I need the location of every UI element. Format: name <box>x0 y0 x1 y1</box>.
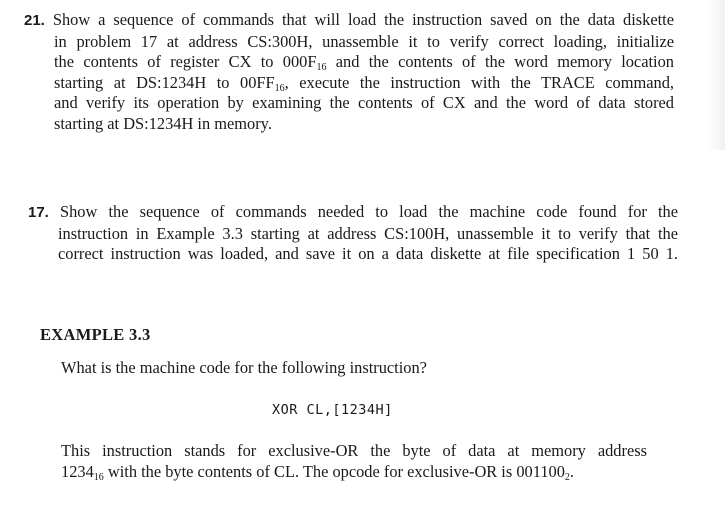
scan-edge-shading <box>707 0 725 150</box>
problem-17-line-1 <box>28 202 678 224</box>
subscript-16: 16 <box>93 471 104 483</box>
subscript-2: 2 <box>564 471 570 483</box>
example-para-2a: 1234 <box>61 461 94 481</box>
problem-21-line-5 <box>24 93 674 114</box>
problem-21-line-3 <box>24 52 674 73</box>
problem-21-text-6: starting at DS:1234H in memory. <box>54 113 272 133</box>
example-paragraph-line-2 <box>61 462 647 483</box>
problem-17-line-2 <box>28 224 678 245</box>
example-paragraph <box>61 441 647 482</box>
example-code: XOR CL,[1234H] <box>272 402 393 418</box>
example-para-2b: with the byte contents of CL. The opcode for exclusive-OR is 001100 <box>103 461 565 481</box>
problem-21-text-5: and verify its operation by examining the contents of CX and the word of data stored <box>54 93 674 112</box>
problem-21-line-2 <box>24 32 674 53</box>
problem-21-text-4b: , execute the instruction with the TRACE command, <box>284 72 674 92</box>
subscript-16: 16 <box>316 62 327 73</box>
example-3-3 <box>40 325 680 483</box>
problem-21 <box>24 10 674 134</box>
problem-21-line-1 <box>24 10 674 32</box>
problem-17-text-1: Show the sequence of commands needed to load the machine code found for the <box>60 202 678 221</box>
problem-21-text-4a: starting at DS:1234H to 00FF <box>54 72 275 92</box>
example-heading: EXAMPLE 3.3 <box>40 325 151 344</box>
problem-17-line-3 <box>28 244 678 265</box>
problem-17 <box>28 202 678 265</box>
problem-21-line-4 <box>24 73 674 94</box>
problem-21-text-3a: the contents of register CX to 000F <box>54 52 317 71</box>
example-question: What is the machine code for the following instruction? <box>61 358 427 377</box>
problem-21-line-6 <box>24 114 674 135</box>
problem-17-text-3: correct instruction was loaded, and save it on a data diskette at file specification 1 50 1. <box>58 244 678 263</box>
problem-17-text-2: instruction in Example 3.3 starting at address CS:100H, unassemble it to verify that the <box>58 223 678 243</box>
problem-21-text-3b: and the contents of the word memory location <box>326 52 674 71</box>
subscript-16: 16 <box>274 82 285 94</box>
problem-21-text-2: in problem 17 at address CS:300H, unassemble it to verify correct loading, initialize <box>54 31 674 51</box>
example-para-2c: . <box>569 461 575 481</box>
example-paragraph-line-1: This instruction stands for exclusive-OR the byte of data at memory address <box>61 441 647 460</box>
problem-21-number: 21. <box>24 12 45 29</box>
problem-17-number: 17. <box>28 204 49 221</box>
problem-21-text-1: Show a sequence of commands that will load the instruction saved on the data diskette <box>52 10 674 29</box>
